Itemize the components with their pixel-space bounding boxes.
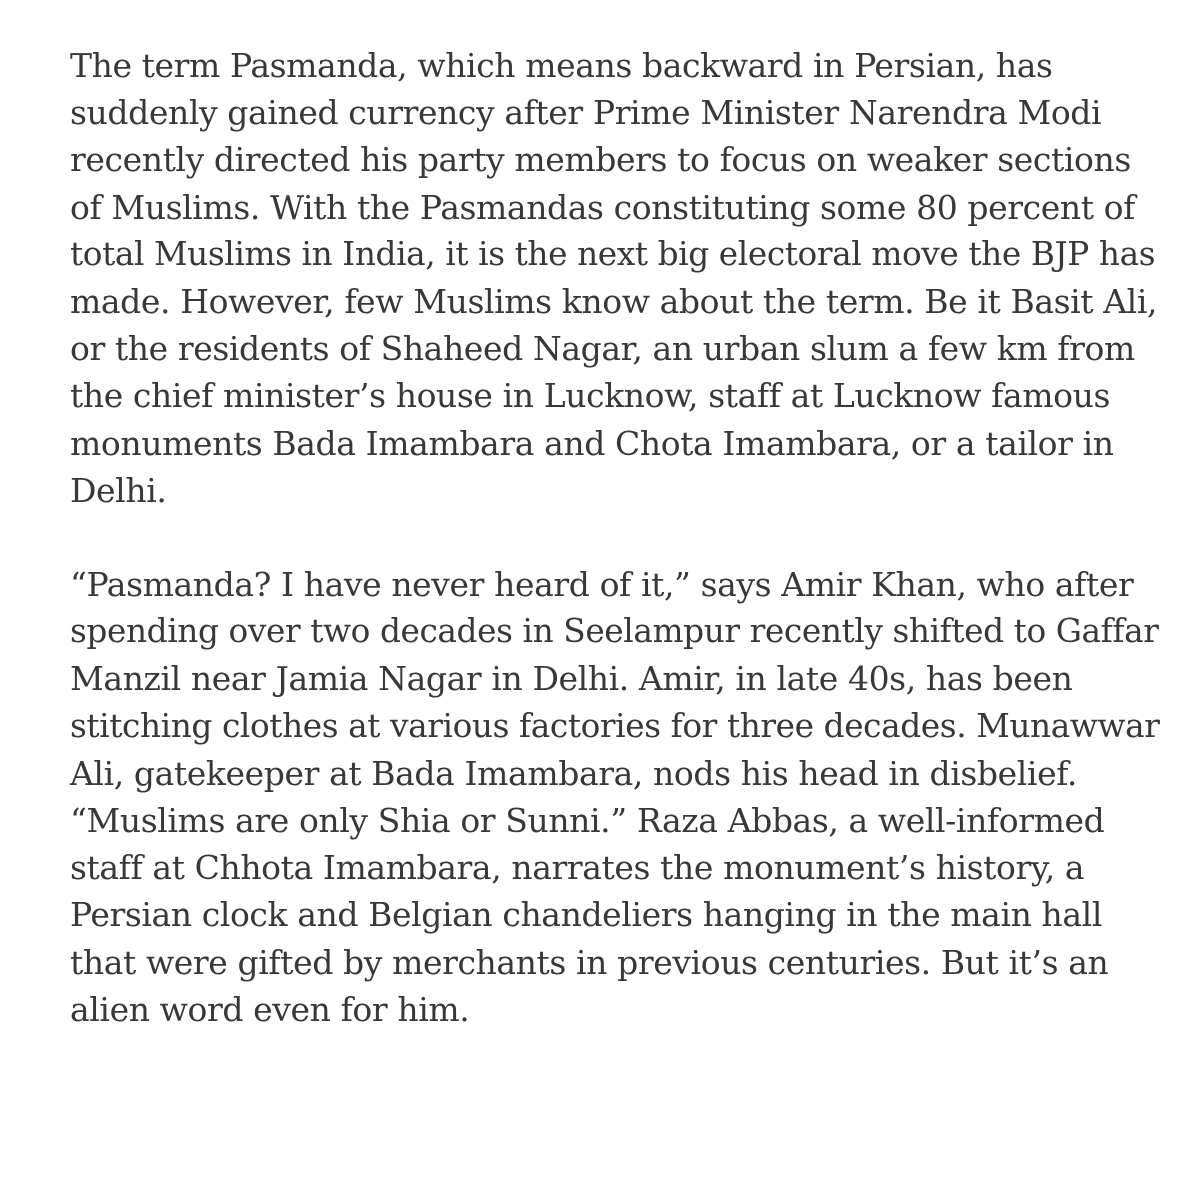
text-line: “Pasmanda? I have never heard of it,” says Amir Khan, who after — [70, 565, 1134, 605]
text-line: Delhi. — [70, 470, 167, 510]
text-line: alien word even for him. — [70, 989, 470, 1029]
text-line: spending over two decades in Seelampur recently shifted to Gaffar — [70, 612, 1159, 651]
text-line: of Muslims. With the Pasmandas constituting some 80 percent of — [70, 187, 1135, 227]
text-line: Ali, gatekeeper at Bada Imambara, nods his head in disbelief. — [70, 753, 1077, 793]
text-line: recently directed his party members to focus on weaker sections — [70, 140, 1131, 180]
article-body — [70, 42, 1160, 1033]
text-line: “Muslims are only Shia or Sunni.” Raza Abbas, a well-informed — [70, 801, 1105, 841]
text-line: Persian clock and Belgian chandeliers hanging in the main hall — [70, 895, 1102, 935]
text-line: The term Pasmanda, which means backward in Persian, has — [70, 46, 1053, 85]
text-line: staff at Chhota Imambara, narrates the monument’s history, a — [70, 848, 1085, 888]
text-line: suddenly gained currency after Prime Minister Narendra Modi — [70, 93, 1102, 133]
text-line: or the residents of Shaheed Nagar, an urban slum a few km from — [70, 329, 1135, 369]
text-line: total Muslims in India, it is the next big electoral move the BJP has — [70, 234, 1156, 273]
text-line: Manzil near Jamia Nagar in Delhi. Amir, in late 40s, has been — [70, 659, 1073, 699]
text-line: stitching clothes at various factories for three decades. Munawwar — [70, 706, 1160, 745]
text-line: that were gifted by merchants in previous centuries. But it’s an — [70, 942, 1109, 982]
paragraph-2 — [70, 561, 1160, 1033]
paragraph-1 — [70, 42, 1160, 514]
paragraph-spacer — [70, 514, 1160, 561]
text-line: made. However, few Muslims know about the term. Be it Basit Ali, — [70, 282, 1158, 322]
text-line: monuments Bada Imambara and Chota Imambara, or a tailor in — [70, 423, 1114, 463]
text-line: the chief minister’s house in Lucknow, staff at Lucknow famous — [70, 376, 1110, 416]
